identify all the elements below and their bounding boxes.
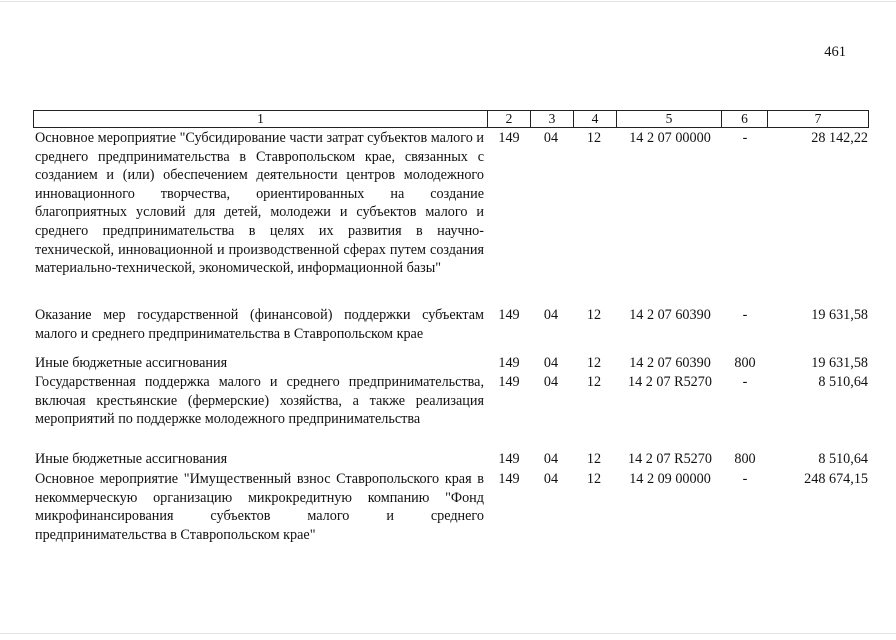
row-col-5: 14 2 07 00000 <box>629 130 711 146</box>
row-col-2: 149 <box>498 355 520 371</box>
row-col-5: 14 2 07 R5270 <box>628 374 712 390</box>
row-col-6: - <box>742 307 748 323</box>
row-col-7: 19 631,58 <box>811 307 868 323</box>
row-col-5: 14 2 07 60390 <box>629 307 711 323</box>
row-col-2: 149 <box>498 130 520 146</box>
row-description: Иные бюджетные ассигнования <box>35 355 228 371</box>
row-col-5: 14 2 09 00000 <box>629 471 711 487</box>
row-description: Основное мероприятие "Имущественный взнос Ставропольского края в некоммерческую организацию микрокредитную компанию "Фонд микрофинансирования субъектов малого и среднего предпринимательства в Ставропольском крае" <box>35 471 484 543</box>
row-description: Оказание мер государственной (финансовой) поддержки субъектам малого и среднего предпринимательства в Ставропольском крае <box>35 307 484 342</box>
header-col-2: 2 <box>487 110 531 128</box>
row-description: Государственная поддержка малого и среднего предпринимательства, включая крестьянские (фермерские) хозяйства, а также реализация мероприятий по поддержке молодежного предпринимательства <box>35 374 484 428</box>
row-col-6: - <box>742 374 748 390</box>
row-col-4: 12 <box>586 374 602 390</box>
row-col-3: 04 <box>543 471 559 487</box>
row-col-7: 28 142,22 <box>811 130 868 146</box>
row-col-3: 04 <box>543 374 559 390</box>
row-col-7: 8 510,64 <box>818 374 868 390</box>
row-col-5: 14 2 07 60390 <box>629 355 711 371</box>
row-col-3: 04 <box>543 355 559 371</box>
header-col-1: 1 <box>33 110 488 128</box>
row-col-4: 12 <box>586 451 602 467</box>
row-description: Иные бюджетные ассигнования <box>35 451 228 467</box>
row-col-3: 04 <box>543 130 559 146</box>
row-col-6: - <box>742 471 748 487</box>
scan-top-edge <box>0 1 896 2</box>
row-col-7: 19 631,58 <box>811 355 868 371</box>
row-col-3: 04 <box>543 451 559 467</box>
row-col-5: 14 2 07 R5270 <box>628 451 712 467</box>
row-col-6: 800 <box>734 355 756 371</box>
header-col-3: 3 <box>530 110 574 128</box>
row-description: Основное мероприятие "Субсидирование части затрат субъектов малого и среднего предпринимательства в Ставропольском крае, связанных с созданием и (или) обеспечением деятельности центров молодежного инновационного творчества, ориентированных на создание благоприятных условий для детей, молодежи и субъектов малого и среднего предпринимательства в целях их развития в научно-технической, инновационной и производственной сферах путем создания материально-технической, экономической, информационной базы" <box>35 130 484 277</box>
row-col-7: 8 510,64 <box>818 451 868 467</box>
row-col-2: 149 <box>498 374 520 390</box>
row-col-4: 12 <box>586 307 602 323</box>
header-col-5: 5 <box>616 110 722 128</box>
row-col-2: 149 <box>498 451 520 467</box>
row-col-6: 800 <box>734 451 756 467</box>
row-col-4: 12 <box>586 130 602 146</box>
page-number: 461 <box>824 44 846 60</box>
row-col-6: - <box>742 130 748 146</box>
row-col-7: 248 674,15 <box>804 471 868 487</box>
row-col-2: 149 <box>498 307 520 323</box>
row-col-2: 149 <box>498 471 520 487</box>
row-col-3: 04 <box>543 307 559 323</box>
row-col-4: 12 <box>586 471 602 487</box>
header-col-6: 6 <box>721 110 768 128</box>
row-col-4: 12 <box>586 355 602 371</box>
header-col-7: 7 <box>767 110 869 128</box>
header-col-4: 4 <box>573 110 617 128</box>
scan-bottom-edge <box>0 633 896 634</box>
